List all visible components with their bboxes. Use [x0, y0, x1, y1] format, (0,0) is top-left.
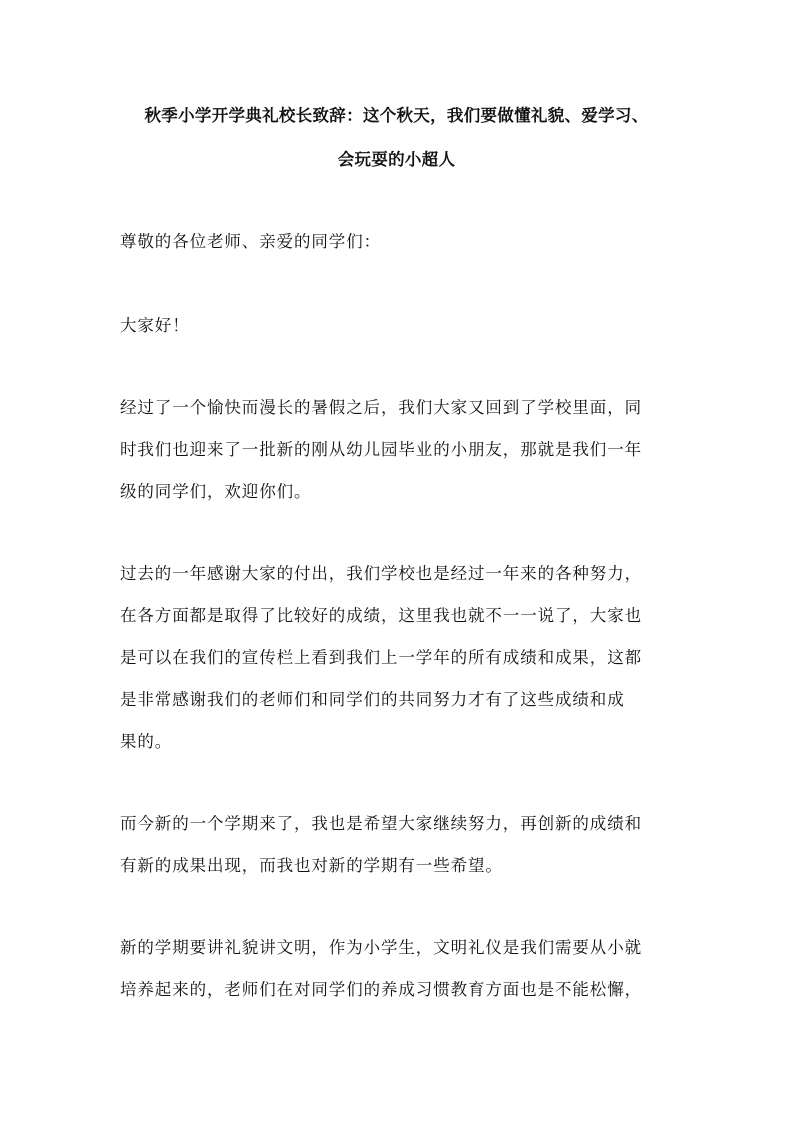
- document-title-line-2: 会玩耍的小超人: [337, 150, 456, 169]
- paragraph-2-line-2: 在各方面都是取得了比较好的成绩，这里我也就不一一说了，大家也: [120, 606, 642, 625]
- paragraph-2-line-3: 是可以在我们的宣传栏上看到我们上一学年的所有成绩和成果，这都: [120, 648, 642, 667]
- paragraph-4-line-2: 培养起来的，老师们在对同学们的养成习惯教育方面也是不能松懈，: [120, 980, 642, 999]
- paragraph-2-line-4: 是非常感谢我们的老师们和同学们的共同努力才有了这些成绩和成: [120, 690, 625, 709]
- paragraph-1-line-1: 经过了一个愉快而漫长的暑假之后，我们大家又回到了学校里面，同: [120, 398, 642, 417]
- greeting: 大家好！: [120, 316, 190, 335]
- paragraph-2-line-5: 果的。: [120, 732, 173, 751]
- paragraph-3-line-2: 有新的成果出现，而我也对新的学期有一些希望。: [120, 856, 503, 875]
- salutation: 尊敬的各位老师、亲爱的同学们：: [120, 232, 381, 251]
- document-title-line-1: 秋季小学开学典礼校长致辞：这个秋天，我们要做懂礼貌、爱学习、: [144, 106, 649, 125]
- paragraph-1-line-3: 级的同学们，欢迎你们。: [120, 482, 312, 501]
- paragraph-1-line-2: 时我们也迎来了一批新的刚从幼儿园毕业的小朋友，那就是我们一年: [120, 440, 642, 459]
- paragraph-2-line-1: 过去的一年感谢大家的付出，我们学校也是经过一年来的各种努力，: [120, 564, 642, 583]
- paragraph-3-line-1: 而今新的一个学期来了，我也是希望大家继续努力，再创新的成绩和: [120, 814, 642, 833]
- paragraph-4-line-1: 新的学期要讲礼貌讲文明，作为小学生，文明礼仪是我们需要从小就: [120, 938, 642, 957]
